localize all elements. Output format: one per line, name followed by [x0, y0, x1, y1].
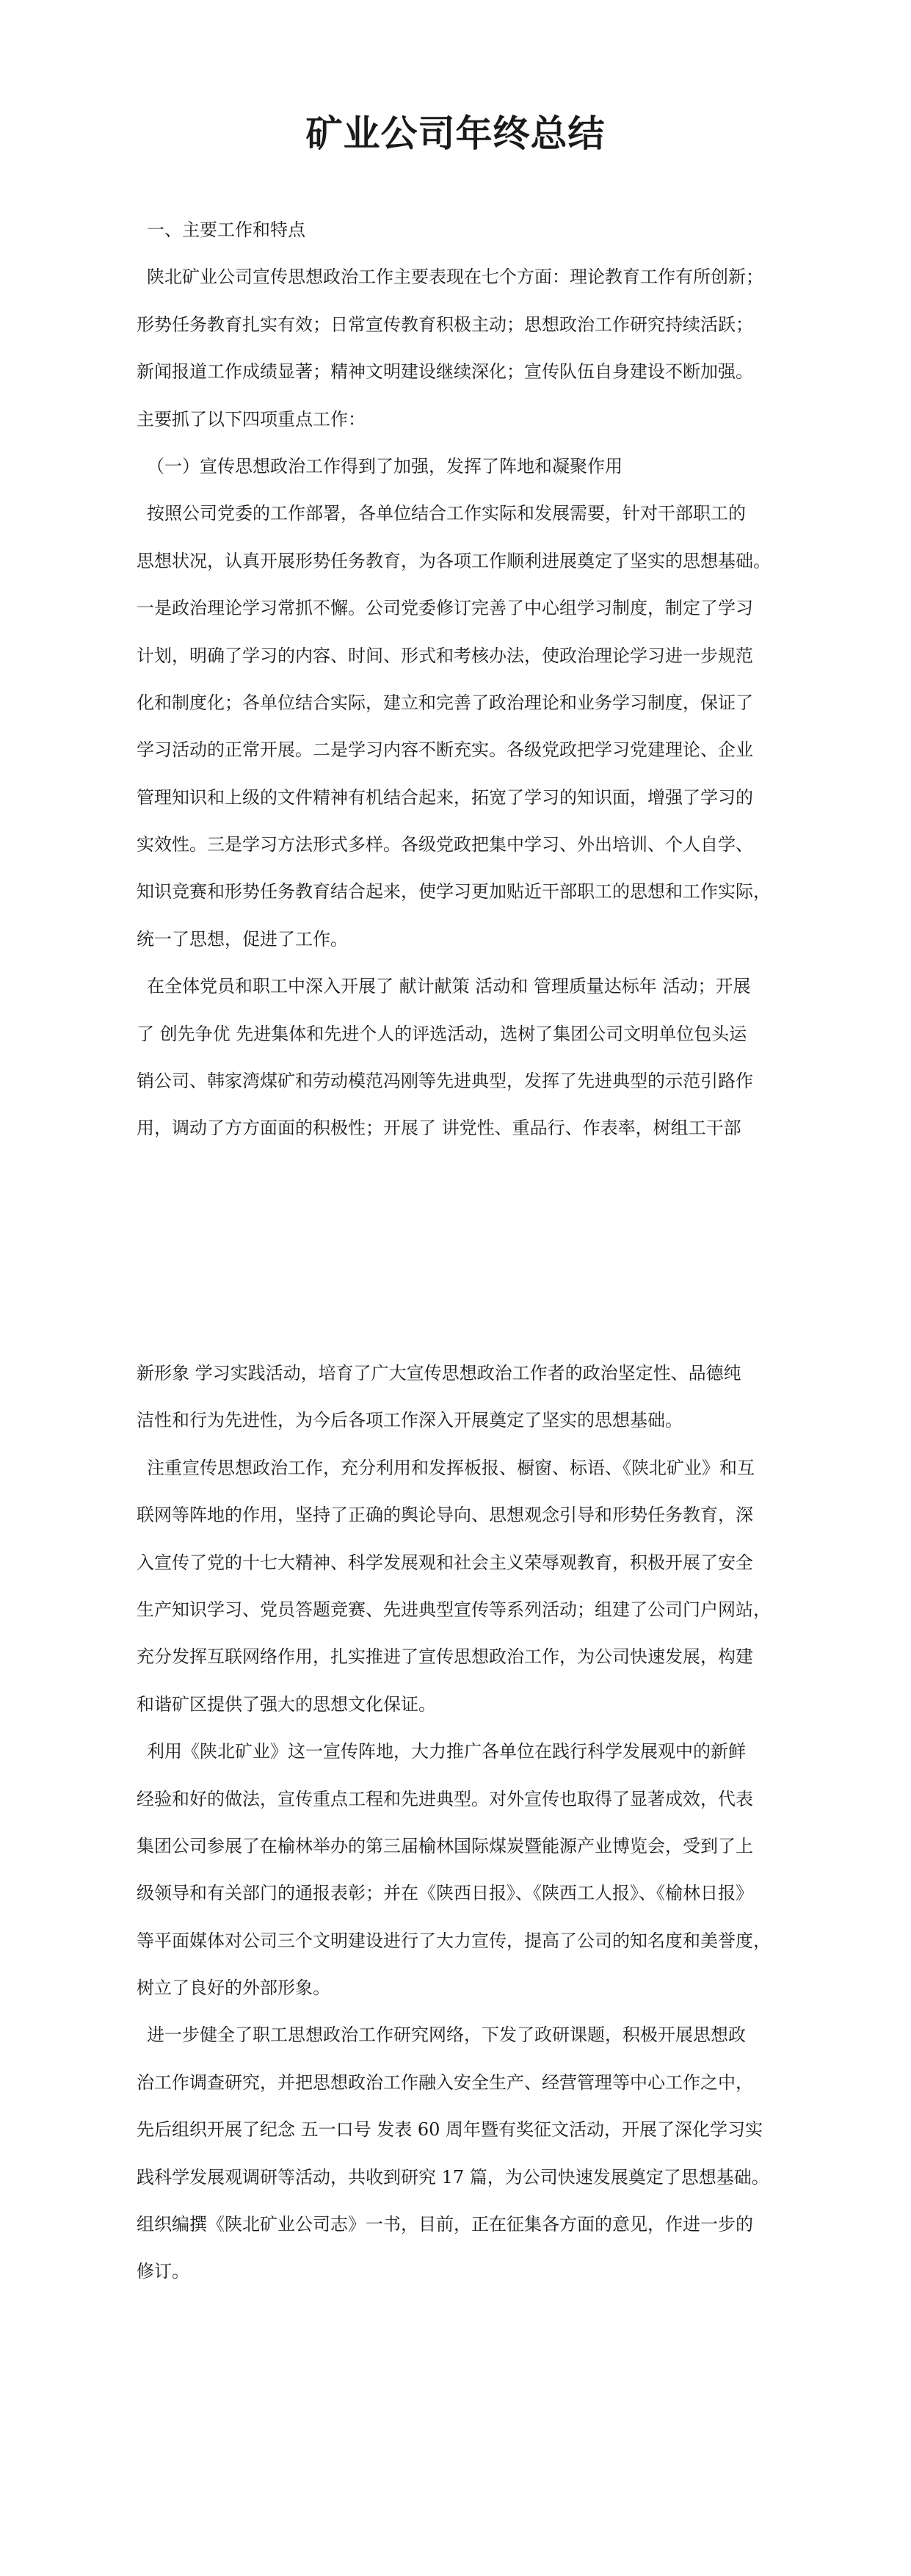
text-line: 生产知识学习、党员答题竞赛、先进典型宣传等系列活动；组建了公司门户网站， — [137, 1599, 771, 1620]
text-line: 按照公司党委的工作部署，各单位结合工作实际和发展需要，针对干部职工的 — [147, 503, 746, 524]
text-line: 集团公司参展了在榆林举办的第三届榆林国际煤炭暨能源产业博览会，受到了上 — [137, 1835, 753, 1856]
text-line: 洁性和行为先进性，为今后各项工作深入开展奠定了坚实的思想基础。 — [137, 1410, 683, 1431]
text-line: 统一了思想，促进了工作。 — [137, 928, 348, 949]
text-line: 充分发挥互联网络作用，扎实推进了宣传思想政治工作，为公司快速发展，构建 — [137, 1646, 753, 1668]
body-text-section-1 — [137, 206, 794, 1152]
text-line: 经验和好的做法，宣传重点工程和先进典型。对外宣传也取得了显著成效，代表 — [137, 1788, 753, 1809]
text-line: 销公司、韩家湾煤矿和劳动模范冯刚等先进典型，发挥了先进典型的示范引路作 — [137, 1071, 753, 1092]
text-line: 新闻报道工作成绩显著；精神文明建设继续深化；宣传队伍自身建设不断加强。 — [137, 361, 753, 383]
text-line: 进一步健全了职工思想政治工作研究网络，下发了政研课题，积极开展思想政 — [147, 2025, 746, 2046]
text-line: 陕北矿业公司宣传思想政治工作主要表现在七个方面：理论教育工作有所创新； — [147, 267, 763, 288]
text-line: 联网等阵地的作用，坚持了正确的舆论导向、思想观念引导和形势任务教育，深 — [137, 1505, 753, 1526]
text-line: 先后组织开展了纪念 五一口号 发表 60 周年暨有奖征文活动，开展了深化学习实 — [137, 2119, 763, 2141]
text-line: 新形象 学习实践活动，培育了广大宣传思想政治工作者的政治坚定性、品德纯 — [137, 1363, 741, 1383]
text-line: 等平面媒体对公司三个文明建设进行了大力宣传，提高了公司的知名度和美誉度， — [137, 1930, 771, 1951]
text-line: 组织编撰《陕北矿业公司志》一书，目前，正在征集各方面的意见，作进一步的 — [137, 2214, 753, 2235]
text-line: 和谐矿区提供了强大的思想文化保证。 — [137, 1693, 436, 1715]
text-line: 主要抓了以下四项重点工作： — [137, 408, 366, 430]
text-line: 践科学发展观调研等活动，共收到研究 17 篇，为公司快速发展奠定了思想基础。 — [137, 2166, 769, 2188]
text-line: 注重宣传思想政治工作，充分利用和发挥板报、橱窗、标语、《陕北矿业》和互 — [147, 1457, 755, 1478]
text-line: 树立了良好的外部形象。 — [137, 1978, 330, 1999]
text-line: 修订。 — [137, 2261, 189, 2282]
text-line: 级领导和有关部门的通报表彰；并在《陕西日报》、《陕西工人报》、《榆林日报》 — [137, 1883, 753, 1904]
text-line: 学习活动的正常开展。二是学习内容不断充实。各级党政把学习党建理论、企业 — [137, 739, 753, 761]
text-line: 一是政治理论学习常抓不懈。公司党委修订完善了中心组学习制度，制定了学习 — [137, 598, 753, 619]
text-line: 治工作调查研究，并把思想政治工作融入安全生产、经营管理等中心工作之中， — [137, 2072, 753, 2093]
text-line: 利用《陕北矿业》这一宣传阵地，大力推广各单位在践行科学发展观中的新鲜 — [147, 1741, 746, 1762]
text-line: 计划，明确了学习的内容、时间、形式和考核办法，使政治理论学习进一步规范 — [137, 645, 753, 666]
text-line: 形势任务教育扎实有效；日常宣传教育积极主动；思想政治工作研究持续活跃； — [137, 314, 753, 335]
text-line: 管理知识和上级的文件精神有机结合起来，拓宽了学习的知识面，增强了学习的 — [137, 786, 753, 808]
text-line: 实效性。三是学习方法形式多样。各级党政把集中学习、外出培训、个人自学、 — [137, 834, 753, 855]
text-line: （一）宣传思想政治工作得到了加强，发挥了阵地和凝聚作用 — [147, 455, 623, 477]
text-line: 用，调动了方方面面的积极性；开展了 讲党性、重品行、作表率，树组工干部 — [137, 1118, 741, 1139]
text-line: 入宣传了党的十七大精神、科学发展观和社会主义荣辱观教育，积极开展了安全 — [137, 1552, 753, 1573]
text-line: 知识竞赛和形势任务教育结合起来，使学习更加贴近干部职工的思想和工作实际， — [137, 881, 771, 902]
text-line: 思想状况，认真开展形势任务教育，为各项工作顺利进展奠定了坚实的思想基础。 — [137, 550, 771, 571]
text-line: 了 创先争优 先进集体和先进个人的评选活动，选树了集团公司文明单位包头运 — [137, 1023, 747, 1044]
document-title: 矿业公司年终总结 — [305, 112, 606, 155]
body-text-section-2 — [137, 1350, 794, 2295]
text-line: 一、主要工作和特点 — [147, 220, 305, 240]
text-line: 化和制度化；各单位结合实际，建立和完善了政治理论和业务学习制度，保证了 — [137, 692, 753, 713]
text-line: 在全体党员和职工中深入开展了 献计献策 活动和 管理质量达标年 活动；开展 — [147, 976, 751, 997]
